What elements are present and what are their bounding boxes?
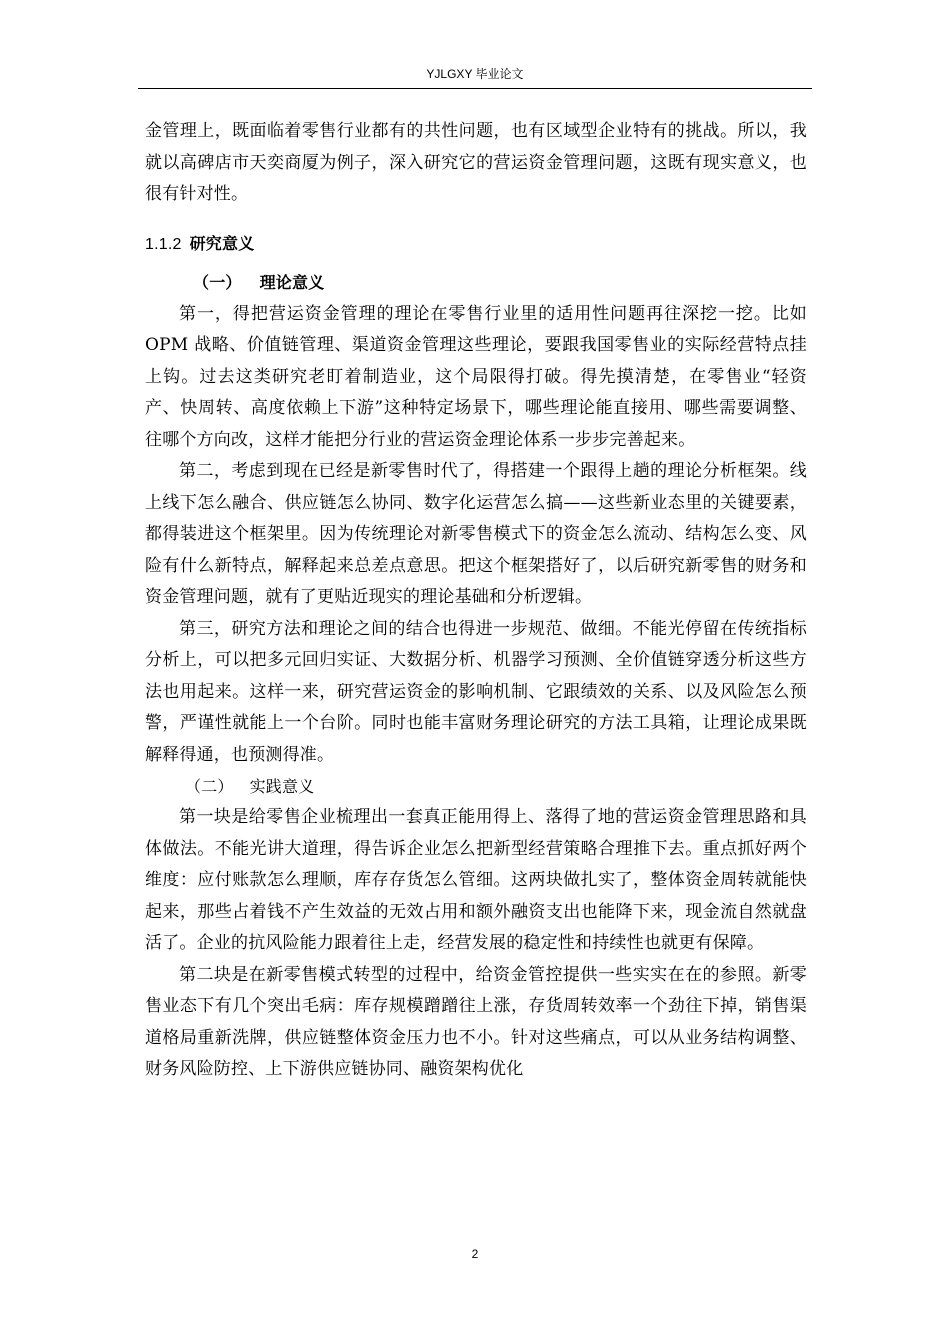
section-title: 研究意义 <box>189 233 255 253</box>
subsection-heading-practice <box>145 771 807 802</box>
subsection-title: 实践意义 <box>249 777 315 796</box>
intro-continuation-paragraph: 金管理上，既面临着零售行业都有的共性问题，也有区域型企业特有的挑战。所以，我就以高碑店市天奕商厦为例子，深入研究它的营运资金管理问题，这既有现实意义，也很有针对性。 <box>145 121 807 204</box>
paragraph: 第一块是给零售企业梳理出一套真正能用得上、落得了地的营运资金管理思路和具体做法。不能光讲大道理，得告诉企业怎么把新型经营策略合理推下去。重点抓好两个维度：应付账款怎么理顺，库存存货怎么管细。这两块做扎实了，整体资金周转就能快起来，那些占着钱不产生效益的无效占用和额外融资支出也能降下来，现金流自然就盘活了。企业的抗风险能力跟着往上走，经营发展的稳定性和持续性也就更有保障。 <box>145 807 807 953</box>
paragraph: 第三，研究方法和理论之间的结合也得进一步规范、做细。不能光停留在传统指标分析上，可以把多元回归实证、大数据分析、机器学习预测、全价值链穿透分析这些方法也用起来。这样一来，研究营运资金的影响机制、它跟绩效的关系、以及风险怎么预警，严谨性就能上一个台阶。同时也能丰富财务理论研究的方法工具箱，让理论成果既解释得通，也预测得准。 <box>145 618 807 765</box>
page-header: YJLGXY 毕业论文 <box>426 67 524 81</box>
header-divider <box>138 88 812 89</box>
paragraph: 第一，得把营运资金管理的理论在零售行业里的适用性问题再往深挖一挖。比如 OPM 战略、价值链管理、渠道资金管理这些理论，要跟我国零售业的实际经营特点挂上钩。过去这类研究老盯着制造业，这个局限得打破。得先摸清楚，在零售业“轻资产、快周转、高度依赖上下游”这种特定场景下，哪些理论能直接用、哪些需要调整、往哪个方向改，这样才能把分行业的营运资金理论体系一步步完善起来。 <box>145 303 807 450</box>
subsection-marker: （一） <box>193 272 242 292</box>
subsection-title: 理论意义 <box>259 272 325 292</box>
paragraph: 第二，考虑到现在已经是新零售时代了，得搭建一个跟得上趟的理论分析框架。线上线下怎么融合、供应链怎么协同、数字化运营怎么搞——这些新业态里的关键要素，都得装进这个框架里。因为传统理论对新零售模式下的资金怎么流动、结构怎么变、风险有什么新特点，解释起来总差点意思。把这个框架搭好了，以后研究新零售的财务和资金管理问题，就有了更贴近现实的理论基础和分析逻辑。 <box>145 461 807 607</box>
subsection-heading-theory <box>145 266 807 299</box>
page-number: 2 <box>471 1247 479 1261</box>
section-number: 1.1.2 <box>145 235 182 253</box>
paragraph: 第二块是在新零售模式转型的过程中，给资金管控提供一些实实在在的参照。新零售业态下有几个突出毛病：库存规模蹭蹭往上涨，存货周转效率一个劲往下掉，销售渠道格局重新洗牌，供应链整体资金压力也不小。针对这些痛点，可以从业务结构调整、财务风险防控、上下游供应链协同、融资架构优化 <box>145 964 807 1079</box>
document-body <box>145 116 807 1086</box>
section-heading <box>145 229 807 260</box>
subsection-marker: （二） <box>185 777 234 796</box>
